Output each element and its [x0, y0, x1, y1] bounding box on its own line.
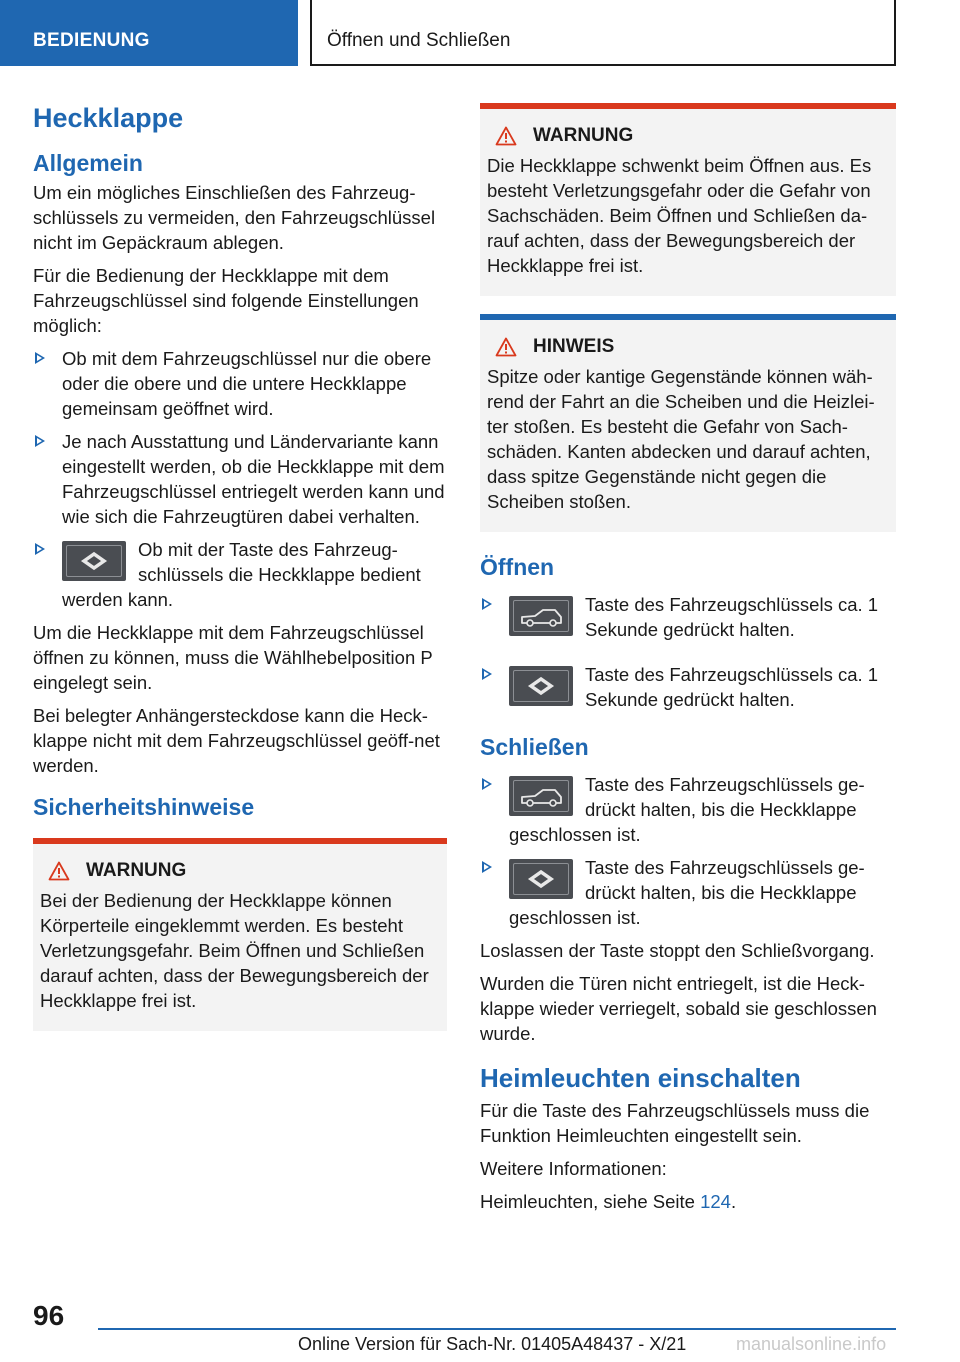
page-reference-link[interactable]: 124 [700, 1191, 731, 1212]
footer-rule [98, 1328, 896, 1330]
bullet-triangle-icon [35, 543, 45, 555]
list-item: Taste des Fahrzeugschlüssels ca. 1 Sekunde gedrückt halten. [480, 662, 896, 724]
notice-label: HINWEIS [533, 336, 615, 357]
list-item: Ob mit der Taste des Fahrzeug-schlüssels die Heckklappe bedient werden kann. [33, 537, 447, 612]
chapter-label: Öffnen und Schließen [327, 30, 511, 51]
page-number: 96 [33, 1300, 65, 1331]
warning-box [33, 838, 447, 1031]
key-upper-tailgate-button-icon [509, 666, 573, 706]
notice-triangle-icon [495, 337, 517, 357]
bullet-triangle-icon [482, 778, 492, 790]
key-upper-tailgate-button-icon [509, 859, 573, 899]
key-upper-tailgate-button-icon [62, 541, 126, 581]
warning-label: WARNUNG [86, 860, 187, 881]
footer-version-text: Online Version für Sach-Nr. 01405A48437 - X/21 [298, 1334, 687, 1354]
list-item: Taste des Fahrzeugschlüssels ge-drückt halten, bis die Heckklappe geschlossen ist. [480, 772, 896, 847]
paragraph: Für die Bedienung der Heckklappe mit dem Fahrzeugschlüssel sind folgende Einstellungen möglich: [33, 265, 419, 336]
left-column [33, 100, 447, 1049]
list-item: Je nach Ausstattung und Ländervariante kann eingestellt werden, ob die Heckklappe mit dem Fahrzeugschlüssel entriegelt werden kann und wie sich die Fahrzeugtüren dabei verhalten. [33, 429, 447, 529]
warning-triangle-icon [495, 126, 517, 146]
paragraph: Loslassen der Taste stoppt den Schließvorgang. [480, 940, 875, 961]
heading-schliessen: Schließen [480, 734, 589, 760]
bullet-triangle-icon [35, 435, 45, 447]
section-label: BEDIENUNG [33, 30, 150, 51]
warning-text: Bei der Bedienung der Heckklappe können Körperteile eingeklemmt werden. Es besteht Verletzungsgefahr. Beim Öffnen und Schließen darauf achten, dass der Bewegungsbereich der Heckklappe frei ist. [40, 890, 429, 1011]
right-column [480, 103, 896, 1222]
heading-heimleuchten: Heimleuchten einschalten [480, 1063, 801, 1093]
page-title: Heckklappe [33, 103, 184, 133]
section-tab [0, 0, 298, 66]
warning-box [480, 103, 896, 296]
paragraph: Heimleuchten, siehe Seite 124. [480, 1191, 737, 1212]
heading-oeffnen: Öffnen [480, 554, 555, 580]
warning-label: WARNUNG [533, 125, 634, 146]
list-item: Taste des Fahrzeugschlüssels ge-drückt halten, bis die Heckklappe geschlossen ist. [480, 855, 896, 930]
bullet-triangle-icon [482, 861, 492, 873]
paragraph: Weitere Informationen: [480, 1158, 667, 1179]
bullet-triangle-icon [482, 668, 492, 680]
paragraph: Für die Taste des Fahrzeugschlüssels muss die Funktion Heimleuchten eingestellt sein. [480, 1100, 870, 1146]
key-tailgate-button-icon [509, 596, 573, 636]
bullet-triangle-icon [35, 352, 45, 364]
list-item: Ob mit dem Fahrzeugschlüssel nur die obere oder die obere und die untere Heckklappe gemeinsam geöffnet wird. [33, 346, 447, 421]
notice-text: Spitze oder kantige Gegenstände können wäh-rend der Fahrt an die Scheiben und die Heizlei-ter stoßen. Es besteht die Gefahr von Sach-schäden. Kanten abdecken und darauf achten, dass spitze Gegenstände nicht gegen die Scheiben stoßen. [487, 366, 875, 512]
list-item: Taste des Fahrzeugschlüssels ca. 1 Sekunde gedrückt halten. [480, 592, 896, 654]
warning-text: Die Heckklappe schwenkt beim Öffnen aus. Es besteht Verletzungsgefahr oder die Gefahr von Sachschäden. Beim Öffnen und Schließen da-rauf achten, dass der Bewegungsbereich der Heckklappe frei ist. [487, 155, 872, 276]
warning-triangle-icon [48, 861, 70, 881]
notice-box [480, 314, 896, 532]
chapter-tab [310, 0, 896, 66]
heading-sicherheit: Sicherheitshinweise [33, 794, 255, 820]
key-tailgate-button-icon [509, 776, 573, 816]
paragraph: Um die Heckklappe mit dem Fahrzeugschlüssel öffnen zu können, muss die Wählhebelposition P eingelegt sein. [33, 622, 433, 693]
heading-allgemein: Allgemein [33, 150, 143, 176]
bullet-triangle-icon [482, 598, 492, 610]
paragraph: Um ein mögliches Einschließen des Fahrzeug-schlüssels zu vermeiden, den Fahrzeugschlüssel nicht im Gepäckraum ablegen. [33, 182, 436, 253]
paragraph: Bei belegter Anhängersteckdose kann die Heck-klappe nicht mit dem Fahrzeugschlüssel geöff-net werden. [33, 705, 440, 776]
watermark: manualsonline.info [736, 1334, 887, 1354]
paragraph: Wurden die Türen nicht entriegelt, ist die Heck-klappe wieder verriegelt, sobald sie geschlossen wurde. [480, 973, 877, 1044]
